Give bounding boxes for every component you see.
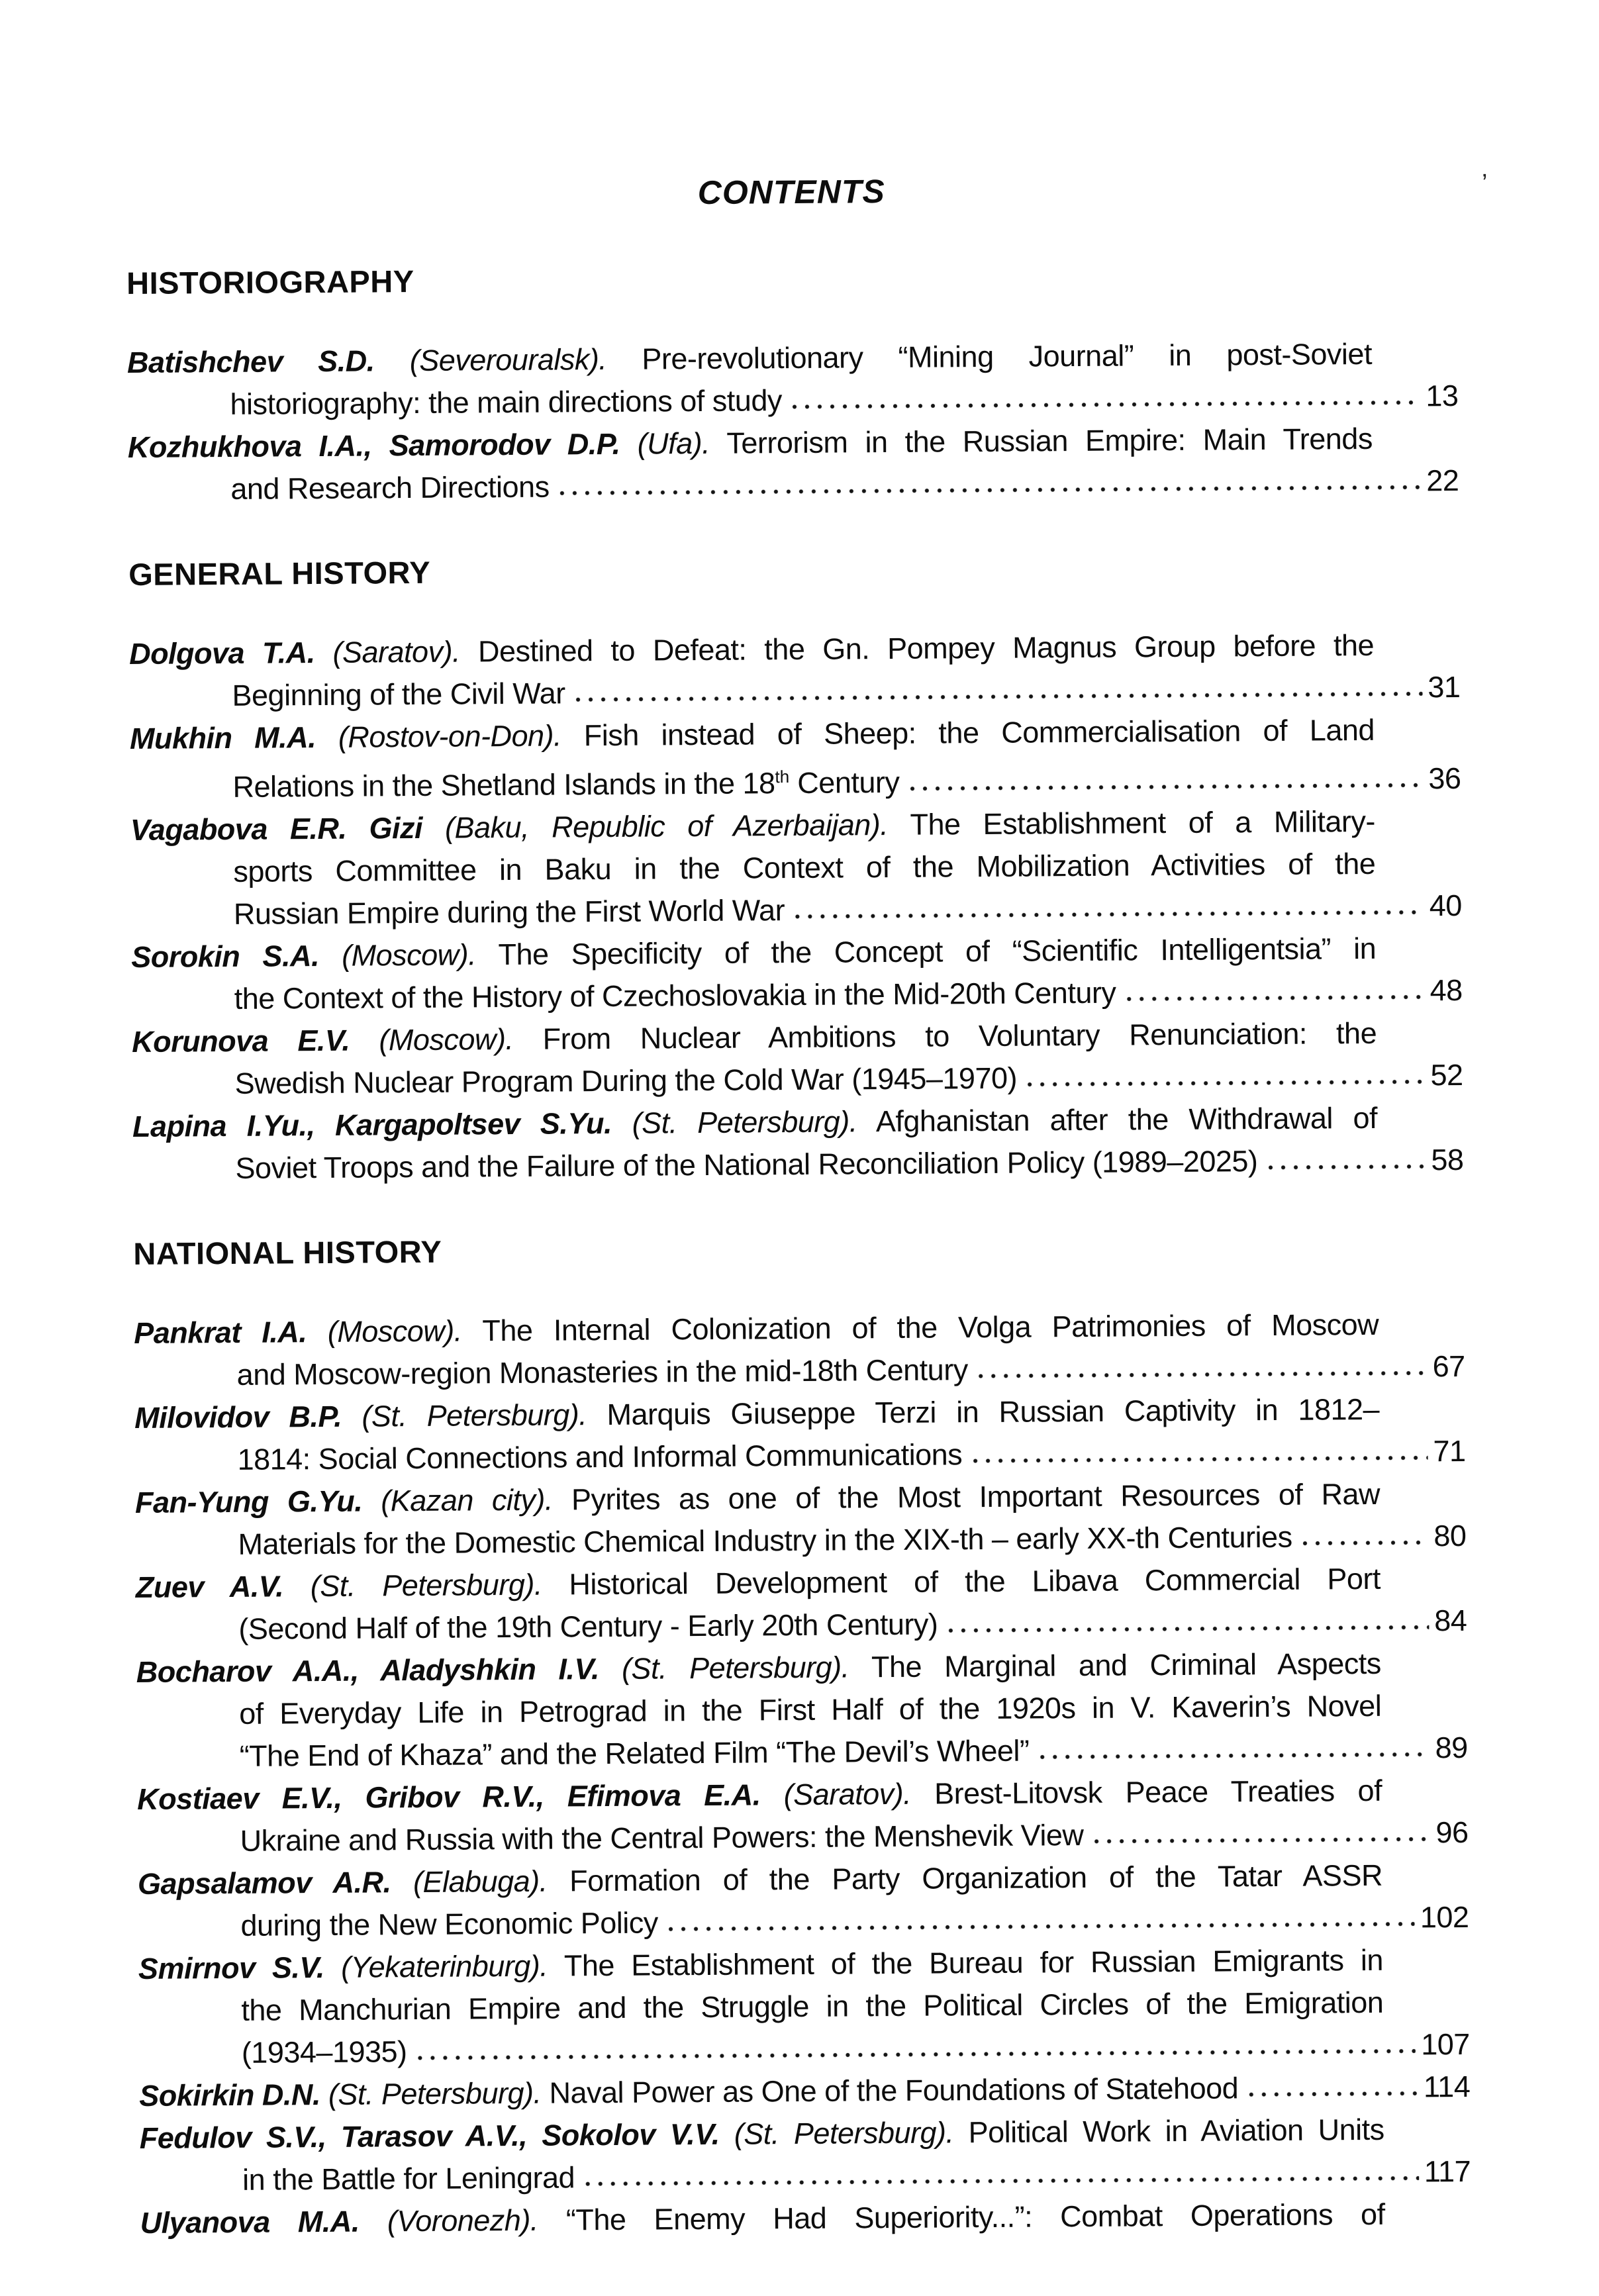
page-number: 114: [1423, 2069, 1471, 2104]
toc-content: [126, 164, 1471, 2244]
entry-authors: Milovidov B.P.: [134, 1399, 342, 1435]
entry-line: [241, 1981, 1469, 2032]
entry-line: [232, 751, 1461, 808]
entry-location: (Baku, Republic of Azerbaijan).: [444, 808, 889, 845]
entry-authors: Fan-Yung G.Yu.: [134, 1484, 363, 1519]
entry-authors: Ulyanova M.A.: [140, 2204, 360, 2240]
entry-continuation: Ukraine and Russia with the Central Powers: the Menshevik View: [240, 1817, 1084, 1858]
entry-authors: Kozhukhova I.A., Samorodov D.P.: [127, 426, 620, 465]
entry-location: (Moscow).: [327, 1314, 462, 1349]
entry-title: The Establishment of the Bureau for Russian Emigrants in: [563, 1942, 1384, 1983]
entry-continuation: (1934–1935): [241, 2034, 407, 2070]
entry-line: [233, 842, 1461, 893]
entry-continuation: 1814: Social Connections and Informal Communications: [237, 1437, 963, 1476]
toc-entry-zuev: [136, 1557, 1467, 1651]
dot-leader: [1299, 1539, 1429, 1547]
entry-line: [239, 1684, 1467, 1735]
entry-continuation: (Second Half of the 19th Century - Early 20th Century): [238, 1607, 938, 1646]
toc-entry-batishchev: [127, 332, 1459, 426]
entry-authors: Gapsalamov A.R.: [137, 1865, 391, 1901]
page-number: 84: [1434, 1603, 1467, 1638]
entry-location: (St. Petersburg).: [310, 1567, 543, 1603]
entry-line: [140, 2193, 1471, 2244]
entry-title: From Nuclear Ambitions to Voluntary Renunciation: the: [542, 1016, 1377, 1056]
entry-authors: Bocharov A.A., Aladyshkin I.V.: [136, 1652, 600, 1689]
page-number: 96: [1435, 1815, 1469, 1850]
entry-authors: Kostiaev E.V., Gribov R.V., Efimova E.A.: [136, 1778, 761, 1816]
toc-entry-korunova: [132, 1012, 1463, 1106]
entry-authors: Fedulov S.V., Tarasov A.V., Sokolov V.V.: [139, 2117, 720, 2155]
page-number: 22: [1426, 463, 1459, 498]
entry-text: [139, 2067, 1238, 2117]
entry-title: Brest-Litovsk Peace Treaties of: [934, 1773, 1382, 1811]
entry-location: (Voronezh).: [387, 2203, 539, 2238]
entry-continuation: Soviet Troops and the Failure of the National Reconciliation Policy (1989–2025): [235, 1144, 1258, 1185]
entry-title: Destined to Defeat: the Gn. Pompey Magnus Group before the: [477, 628, 1375, 669]
entry-title: The Marginal and Criminal Aspects: [871, 1646, 1381, 1684]
entry-authors: Zuev A.V.: [135, 1569, 284, 1604]
page-number: 71: [1433, 1433, 1466, 1468]
entry-title: Terrorism in the Russian Empire: Main Trends: [726, 421, 1373, 460]
entry-continuation: sports Committee in Baku in the Context of the Mobilization Activities of the: [233, 846, 1376, 888]
dot-leader: [969, 1454, 1428, 1464]
page-number: 102: [1420, 1899, 1469, 1935]
toc-entry-fan-yung: [135, 1472, 1467, 1566]
entry-location: (St. Petersburg).: [632, 1104, 857, 1140]
entry-continuation: and Moscow-region Monasteries in the mid-18th Century: [236, 1353, 968, 1392]
dot-leader: [665, 1920, 1415, 1933]
entry-location: (Moscow).: [341, 937, 477, 973]
entry-line: [230, 459, 1459, 510]
dot-leader: [1122, 993, 1424, 1002]
entry-title: Fish instead of Sheep: the Commercialisation of Land: [583, 712, 1375, 753]
entry-continuation: “The End of Khaza” and the Related Film “The Devil’s Wheel”: [239, 1733, 1030, 1773]
toc-entry-gapsalamov: [138, 1854, 1469, 1948]
entry-location: (Kazan city).: [381, 1482, 554, 1518]
dot-leader: [975, 1369, 1428, 1380]
entry-title: The Establishment of a Military-: [910, 804, 1376, 841]
entry-location: (St. Petersburg).: [362, 1398, 587, 1433]
entry-authors: Vagabova E.R. Gizi: [130, 810, 423, 847]
page-number: 40: [1429, 888, 1462, 923]
entry-location: (Moscow).: [379, 1022, 514, 1057]
dot-leader: [789, 399, 1421, 410]
entry-continuation-text: Relations in the Shetland Islands in the 18: [232, 766, 775, 804]
entry-location: (St. Petersburg).: [621, 1650, 849, 1686]
toc-entry-smirnov: [138, 1938, 1470, 2075]
entry-continuation: [232, 755, 899, 808]
page-number: 13: [1426, 378, 1459, 413]
page-title: CONTENTS: [697, 173, 885, 211]
dot-leader: [556, 483, 1422, 497]
toc-entry-kozhukhova: [128, 417, 1459, 511]
entry-title: Pyrites as one of the Most Important Resources of Raw: [571, 1476, 1381, 1517]
page-number: 67: [1432, 1349, 1465, 1384]
toc-entry-sorokin: [131, 927, 1463, 1021]
dot-leader: [1264, 1163, 1426, 1171]
toc-entry-mukhin: [130, 708, 1461, 809]
toc-entry-pankrat: [134, 1303, 1465, 1397]
entry-continuation: during the New Economic Policy: [240, 1905, 658, 1942]
entry-location: (Saratov).: [332, 634, 461, 669]
entry-location: (Elabuga).: [412, 1864, 548, 1899]
dot-leader: [906, 781, 1423, 792]
entry-authors: Lapina I.Yu., Kargapoltsev S.Yu.: [132, 1106, 612, 1143]
entry-authors: Batishchev S.D.: [126, 344, 375, 380]
entry-location: (Saratov).: [783, 1776, 912, 1812]
entry-continuation: the Context of the History of Czechoslovakia in the Mid-20th Century: [234, 975, 1116, 1016]
entry-location: (Rostov-on-Don).: [338, 718, 562, 754]
entry-continuation: Materials for the Domestic Chemical Industry in the XIX-th – early XX-th Centuries: [238, 1519, 1292, 1561]
entry-authors: Pankrat I.A.: [134, 1315, 307, 1350]
entry-authors: Sokirkin D.N.: [139, 2078, 321, 2113]
section-general-history: [128, 544, 1464, 1190]
entry-continuation: the Manchurian Empire and the Struggle in the Political Circles of the Emigration: [241, 1985, 1384, 2027]
entry-location: (Severouralsk).: [409, 342, 607, 378]
entry-authors: Korunova E.V.: [132, 1023, 350, 1059]
entry-continuation: Beginning of the Civil War: [232, 676, 565, 712]
scan-artifact-mark: ’: [1482, 169, 1488, 197]
entry-title: Afghanistan after the Withdrawal of: [875, 1100, 1378, 1139]
section-national-history: [133, 1223, 1471, 2244]
dot-leader: [1245, 2089, 1418, 2098]
page-number: 117: [1424, 2154, 1471, 2189]
page-number: 58: [1431, 1142, 1464, 1177]
entry-title: Pre-revolutionary “Mining Journal” in post-Soviet: [642, 336, 1373, 376]
section-heading: HISTORIOGRAPHY: [126, 263, 414, 301]
page-number: 48: [1429, 973, 1463, 1008]
toc-entry-milovidov: [134, 1388, 1466, 1482]
toc-entry-lapina: [132, 1096, 1464, 1190]
entry-continuation: of Everyday Life in Petrograd in the First Half of the 1920s in V. Kaverin’s Novel: [239, 1688, 1382, 1731]
entry-title: Historical Development of the Libava Commercial Port: [569, 1561, 1381, 1602]
entry-authors: Smirnov S.V.: [138, 1950, 324, 1985]
entry-location: (St. Petersburg).: [328, 2076, 542, 2111]
entry-title: “The Enemy Had Superiority...”: Combat Operations of: [565, 2197, 1385, 2237]
entry-continuation: and Research Directions: [230, 469, 550, 506]
entry-continuation: historiography: the main directions of study: [230, 383, 783, 421]
page-number: 89: [1435, 1730, 1468, 1765]
dot-leader: [581, 2174, 1419, 2187]
entry-title: The Specificity of the Concept of “Scientific Intelligentsia” in: [498, 931, 1377, 972]
entry-title: Naval Power as One of the Foundations of Statehood: [549, 2071, 1239, 2110]
toc-entry-dolgova: [129, 624, 1461, 718]
entry-title: Formation of the Party Organization of the Tatar ASSR: [569, 1858, 1383, 1898]
dot-leader: [1036, 1750, 1429, 1760]
entry-continuation: Russian Empire during the First World War: [233, 893, 785, 931]
dot-leader: [572, 690, 1423, 703]
page-number: 36: [1428, 761, 1461, 796]
section-heading: NATIONAL HISTORY: [133, 1233, 442, 1271]
toc-entry-bocharov: [136, 1642, 1468, 1778]
entry-authors: Mukhin M.A.: [129, 720, 316, 755]
entry-authors: Dolgova T.A.: [128, 636, 315, 671]
entry-title: Political Work in Aviation Units: [968, 2112, 1384, 2150]
toc-entry-ulyanova: [140, 2193, 1471, 2244]
dot-leader: [1024, 1078, 1426, 1088]
toc-entry-kostiaev: [137, 1769, 1469, 1863]
entry-continuation-text: Century: [789, 765, 900, 800]
page-number: 52: [1430, 1057, 1463, 1092]
dot-leader: [791, 908, 1424, 920]
entry-title: The Internal Colonization of the Volga Patrimonies of Moscow: [482, 1307, 1379, 1348]
section-historiography: [126, 253, 1459, 511]
entry-location: (Ufa).: [637, 426, 710, 461]
toc-entry-vagabova: [130, 800, 1462, 936]
dot-leader: [944, 1623, 1429, 1634]
entry-continuation: in the Battle for Leningrad: [242, 2160, 575, 2197]
entry-line: [235, 1139, 1463, 1190]
dot-leader: [414, 2047, 1416, 2062]
section-heading: GENERAL HISTORY: [128, 554, 431, 593]
page-number: 107: [1421, 2027, 1470, 2062]
toc-entry-fedulov: [140, 2108, 1471, 2202]
superscript-ordinal: th: [775, 767, 790, 787]
entry-continuation: Swedish Nuclear Program During the Cold War (1945–1970): [234, 1061, 1018, 1100]
entry-authors: Sorokin S.A.: [131, 939, 320, 974]
page-number: 31: [1428, 669, 1461, 704]
dot-leader: [1090, 1835, 1430, 1845]
entry-location: (Yekaterinburg).: [340, 1948, 548, 1984]
entry-title: Marquis Giuseppe Terzi in Russian Captivity in 1812–: [606, 1392, 1380, 1431]
entry-location: (St. Petersburg).: [734, 2115, 954, 2151]
page-number: 80: [1433, 1518, 1467, 1553]
